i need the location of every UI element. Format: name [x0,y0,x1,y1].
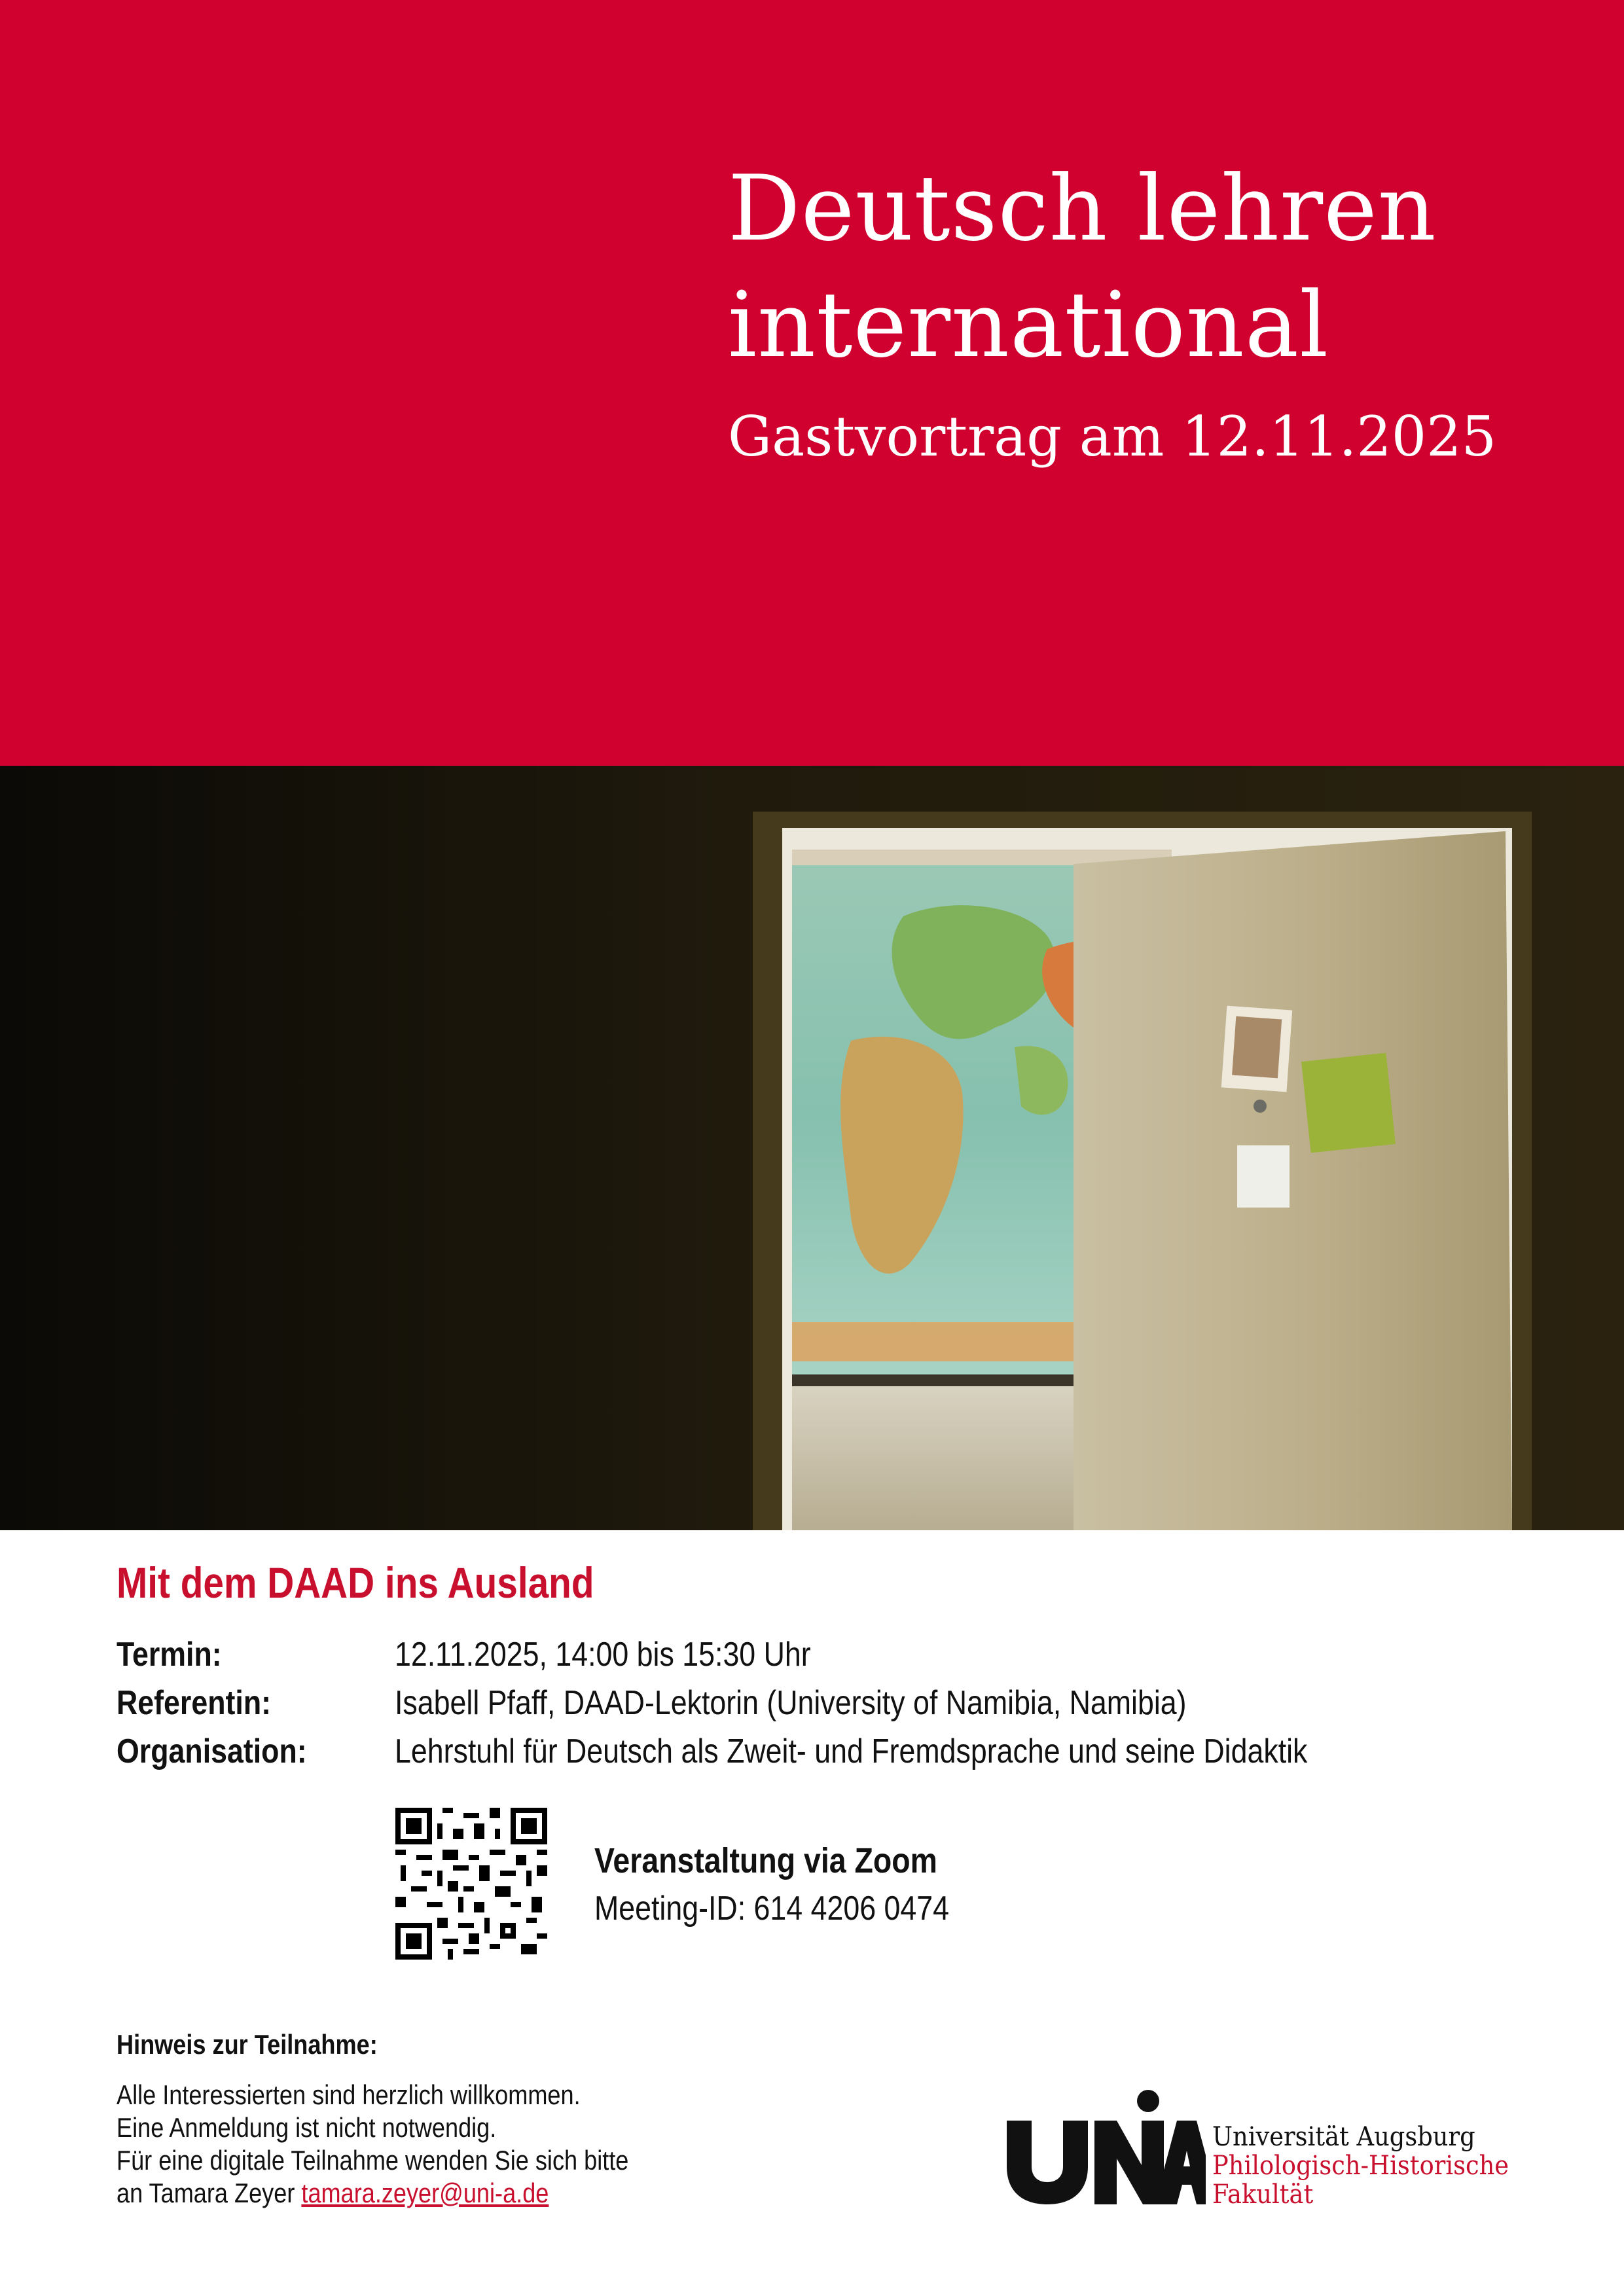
note-text [117,2079,712,2210]
hero-photo [0,766,1624,1530]
logo-faculty-line1: Philologisch-Historische [1212,2151,1509,2181]
info-heading: Mit dem DAAD ins Ausland [117,1558,594,1607]
zoom-title: Veranstaltung via Zoom [594,1841,937,1880]
logo-faculty-line2: Fakultät [1212,2179,1314,2210]
contact-email-link[interactable]: tamara.zeyer@uni-a.de [301,2178,549,2208]
info-label: Termin: [117,1636,222,1674]
info-value: 12.11.2025, 14:00 bis 15:30 Uhr [395,1636,811,1674]
title-line-2: international [728,272,1329,378]
info-label: Referentin: [117,1684,272,1722]
note-line: Für eine digitale Teilnahme wenden Sie sich bitte [117,2145,629,2176]
contact-prefix: an Tamara Zeyer [117,2178,302,2208]
note-line: Alle Interessierten sind herzlich willkommen. [117,2079,581,2110]
note-line: Eine Anmeldung ist nicht notwendig. [117,2112,497,2143]
university-logo [1003,2088,1526,2210]
event-subtitle: Gastvortrag am 12.11.2025 [728,404,1497,469]
header-banner [0,0,1624,766]
logo-university-name: Universität Augsburg [1212,2122,1475,2152]
note-line-contact [117,2177,628,2210]
unia-logo-mark [1003,2088,1206,2206]
info-row-organisation [117,1732,1557,1778]
title-line-1: Deutsch lehren [728,156,1437,261]
event-title [728,151,1437,384]
info-row-termin [117,1635,1557,1681]
info-label: Organisation: [117,1732,307,1770]
note-heading: Hinweis zur Teilnahme: [117,2029,378,2060]
info-row-referentin [117,1683,1557,1729]
info-value: Lehrstuhl für Deutsch als Zweit- und Fremdsprache und seine Didaktik [395,1732,1308,1770]
info-value: Isabell Pfaff, DAAD-Lektorin (University of Namibia, Namibia) [395,1684,1187,1722]
zoom-meeting-id: Meeting-ID: 614 4206 0474 [594,1890,950,1928]
zoom-qr-code[interactable] [395,1808,547,1960]
